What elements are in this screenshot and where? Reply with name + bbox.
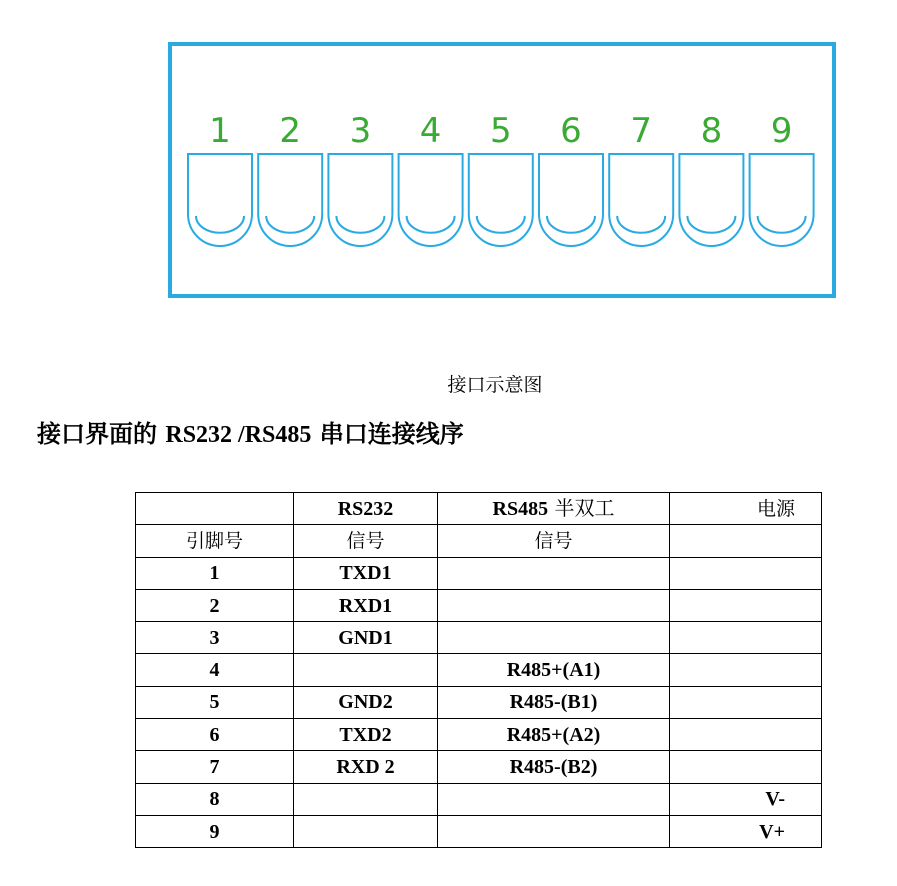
pin-socket-inner bbox=[336, 216, 384, 233]
power-cell bbox=[670, 686, 822, 718]
pin-cell: 8 bbox=[136, 783, 294, 815]
connector-pin bbox=[469, 111, 533, 246]
figure-caption: 接口示意图 bbox=[447, 374, 543, 396]
pin-number: 7 bbox=[630, 111, 653, 151]
connector-frame bbox=[170, 44, 834, 296]
pin-cell: 5 bbox=[136, 686, 294, 718]
pin-number: 8 bbox=[700, 111, 723, 151]
power-cell: V+ bbox=[670, 815, 822, 847]
pin-cell: 2 bbox=[136, 589, 294, 621]
connector-pin bbox=[750, 111, 814, 246]
pin-socket-inner bbox=[758, 216, 806, 233]
power-cell bbox=[670, 654, 822, 686]
power-cell: V- bbox=[670, 783, 822, 815]
pin-number: 9 bbox=[770, 111, 793, 151]
connector-pin bbox=[399, 111, 463, 246]
rs232-signal-cell bbox=[294, 815, 438, 847]
pin-cell: 9 bbox=[136, 815, 294, 847]
rs232-signal-cell: GND2 bbox=[294, 686, 438, 718]
connector-pin bbox=[258, 111, 322, 246]
header-rs485-cjk: 半双工 bbox=[548, 496, 615, 521]
pin-number: 6 bbox=[560, 111, 582, 151]
pin-socket-inner bbox=[687, 216, 735, 233]
rs485-signal-cell: R485+(A2) bbox=[438, 719, 670, 751]
rs232-signal-cell bbox=[294, 654, 438, 686]
rs232-signal-cell: GND1 bbox=[294, 622, 438, 654]
table-header-row-2 bbox=[136, 525, 822, 557]
header-rs485 bbox=[438, 493, 670, 525]
header-rs232: RS232 bbox=[294, 493, 438, 525]
header-rs232-signal: 信号 bbox=[294, 525, 438, 557]
table-row bbox=[136, 719, 822, 751]
rs232-signal-cell: TXD2 bbox=[294, 719, 438, 751]
heading-suffix: 串口连接线序 bbox=[311, 420, 464, 448]
pin-cell: 6 bbox=[136, 719, 294, 751]
table-row bbox=[136, 654, 822, 686]
pin-number: 4 bbox=[419, 111, 442, 151]
pin-cell: 4 bbox=[136, 654, 294, 686]
rs485-signal-cell bbox=[438, 622, 670, 654]
pin-socket-inner bbox=[266, 216, 314, 233]
pin-cell: 3 bbox=[136, 622, 294, 654]
connector-pin bbox=[609, 111, 673, 246]
rs485-signal-cell: R485+(A1) bbox=[438, 654, 670, 686]
rs485-signal-cell bbox=[438, 589, 670, 621]
pin-number: 2 bbox=[279, 111, 302, 151]
power-cell bbox=[670, 557, 822, 589]
pin-number: 3 bbox=[349, 111, 372, 151]
power-cell bbox=[670, 589, 822, 621]
table-row bbox=[136, 589, 822, 621]
table-header-row-1 bbox=[136, 493, 822, 525]
pin-number: 1 bbox=[209, 111, 231, 151]
rs232-signal-cell: RXD1 bbox=[294, 589, 438, 621]
rs232-signal-cell bbox=[294, 783, 438, 815]
table-row bbox=[136, 815, 822, 847]
connector-pin bbox=[539, 111, 603, 246]
header-rs485-signal: 信号 bbox=[438, 525, 670, 557]
table-row bbox=[136, 557, 822, 589]
table-row bbox=[136, 622, 822, 654]
power-cell bbox=[670, 719, 822, 751]
pin-socket-inner bbox=[196, 216, 244, 233]
rs485-signal-cell bbox=[438, 557, 670, 589]
section-heading bbox=[37, 414, 464, 449]
header-power: 电源 bbox=[670, 493, 822, 525]
table-row bbox=[136, 686, 822, 718]
rs232-signal-cell: RXD 2 bbox=[294, 751, 438, 783]
rs485-signal-cell bbox=[438, 783, 670, 815]
header-pin-blank bbox=[136, 493, 294, 525]
pin-socket-inner bbox=[547, 216, 595, 233]
power-cell bbox=[670, 622, 822, 654]
rs232-signal-cell: TXD1 bbox=[294, 557, 438, 589]
header-pin: 引脚号 bbox=[136, 525, 294, 557]
pin-table bbox=[135, 492, 822, 848]
rs485-signal-cell: R485-(B1) bbox=[438, 686, 670, 718]
pin-cell: 7 bbox=[136, 751, 294, 783]
connector-pin bbox=[188, 111, 252, 246]
header-rs485-latin: RS485 bbox=[492, 498, 549, 521]
table-row bbox=[136, 783, 822, 815]
rs485-signal-cell bbox=[438, 815, 670, 847]
pin-socket-inner bbox=[407, 216, 455, 233]
header-power-blank bbox=[670, 525, 822, 557]
heading-latin: RS232 /RS485 bbox=[165, 422, 312, 448]
pin-socket-inner bbox=[477, 216, 525, 233]
power-cell bbox=[670, 751, 822, 783]
pin-cell: 1 bbox=[136, 557, 294, 589]
heading-prefix: 接口界面的 bbox=[37, 420, 166, 448]
pin-socket-inner bbox=[617, 216, 665, 233]
pin-number: 5 bbox=[489, 111, 512, 151]
rs485-signal-cell: R485-(B2) bbox=[438, 751, 670, 783]
pin-group bbox=[188, 111, 814, 246]
connector-diagram bbox=[168, 42, 836, 298]
connector-pin bbox=[328, 111, 392, 246]
table-row bbox=[136, 751, 822, 783]
connector-pin bbox=[679, 111, 743, 246]
